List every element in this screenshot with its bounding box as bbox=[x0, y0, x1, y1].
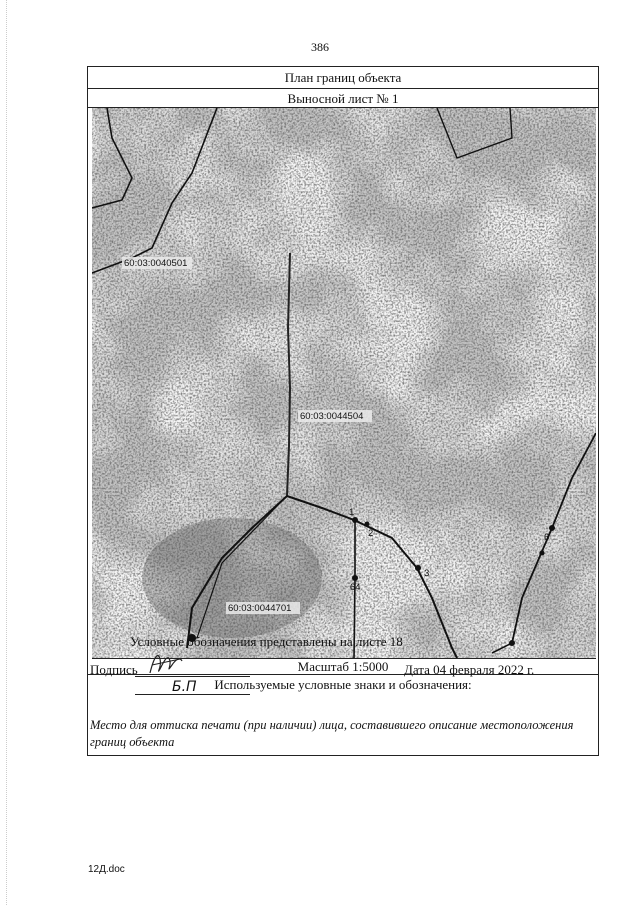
boundary-point bbox=[509, 640, 515, 646]
page-edge bbox=[6, 0, 8, 905]
plan-title: План границ объекта bbox=[88, 67, 598, 89]
seal-note: Место для оттиска печати (при наличии) лица, составившего описание местоположения границ объекта bbox=[90, 718, 574, 749]
map-dark-patch bbox=[142, 518, 322, 638]
sheet-label: Выносной лист № 1 bbox=[88, 89, 598, 108]
parcel-label-40501: 60:03:0040501 bbox=[124, 258, 188, 269]
boundary-point bbox=[540, 551, 545, 556]
signature-label: Подпись bbox=[90, 662, 138, 677]
point-label: 6 bbox=[544, 532, 550, 543]
boundary-point bbox=[415, 565, 421, 571]
date-text: Дата 04 февраля 2022 г. bbox=[404, 662, 535, 677]
point-label: 1 bbox=[349, 507, 355, 518]
parcel-label-44504: 60:03:0044504 bbox=[300, 411, 364, 422]
map-image[interactable] bbox=[92, 108, 596, 659]
boundary-point bbox=[352, 575, 358, 581]
signature-initials: Б.П bbox=[172, 679, 197, 695]
point-label: 3 bbox=[424, 568, 430, 579]
boundary-point bbox=[549, 525, 555, 531]
legend-title: Используемые условные знаки и обозначения: bbox=[214, 677, 472, 692]
plan-frame bbox=[87, 66, 599, 756]
handwritten-signature bbox=[146, 647, 186, 679]
point-label: 64 bbox=[350, 582, 361, 593]
scale-label: Масштаб 1:5000 bbox=[88, 658, 598, 675]
point-label: 2 bbox=[368, 528, 374, 539]
document-filename: 12Д.doc bbox=[88, 864, 125, 875]
page-number: 386 bbox=[311, 40, 329, 54]
map-svg bbox=[92, 108, 596, 658]
legend-note: Условные обозначения представлены на листе 18 bbox=[130, 634, 403, 649]
parcel-label-44701: 60:03:0044701 bbox=[228, 603, 292, 614]
boundary-point bbox=[365, 522, 370, 527]
